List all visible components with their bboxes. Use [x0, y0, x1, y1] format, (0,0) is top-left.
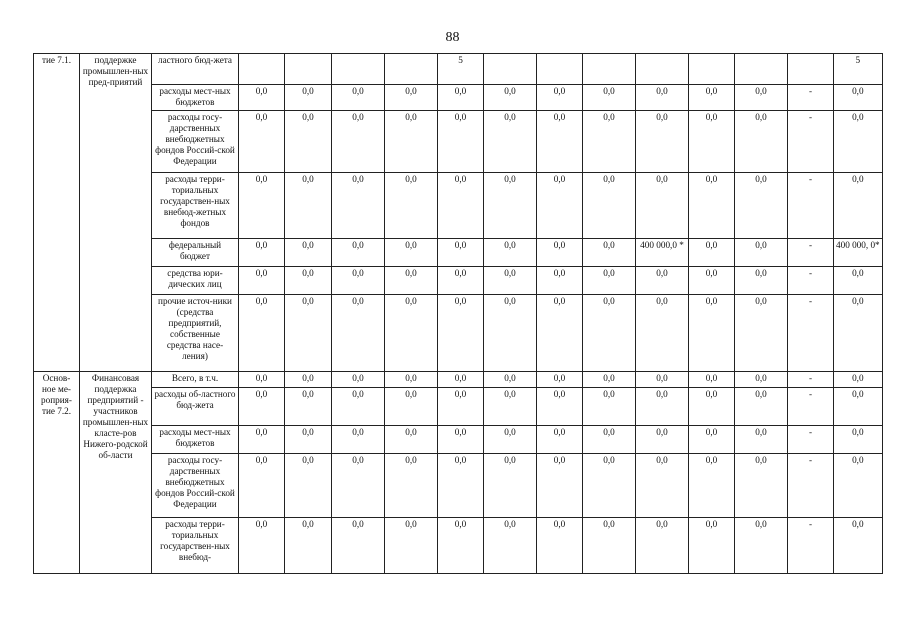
value-cell: 0,0 [735, 267, 788, 295]
value-cell: 0,0 [438, 267, 484, 295]
value-cell: 0,0 [484, 454, 537, 518]
page-number: 88 [445, 30, 460, 45]
value-cell [788, 54, 834, 85]
value-cell [484, 54, 537, 85]
funding-source-cell: расходы терри-ториальных государствен-ных внебюд- [152, 518, 239, 574]
value-cell: 0,0 [834, 426, 883, 454]
value-cell: 0,0 [636, 173, 689, 239]
value-cell: 0,0 [332, 295, 385, 372]
value-cell: 0,0 [583, 85, 636, 111]
value-cell: 0,0 [438, 426, 484, 454]
value-cell: - [788, 372, 834, 388]
value-cell: 0,0 [689, 111, 735, 173]
value-cell: 0,0 [834, 173, 883, 239]
value-cell: 0,0 [636, 518, 689, 574]
table-row [34, 388, 883, 426]
value-cell: - [788, 454, 834, 518]
value-cell: 0,0 [484, 239, 537, 267]
table-row [34, 85, 883, 111]
value-cell: 0,0 [285, 388, 332, 426]
table-row [34, 372, 883, 388]
measure-name-cell: Финансовая поддержка предприятий - участников промышлен-ных класте-ров Нижего-родской об-ласти [80, 372, 152, 574]
value-cell: - [788, 111, 834, 173]
value-cell [537, 54, 583, 85]
value-cell: 0,0 [239, 85, 285, 111]
value-cell: 0,0 [636, 388, 689, 426]
value-cell: 0,0 [537, 454, 583, 518]
value-cell: 0,0 [285, 111, 332, 173]
value-cell: 0,0 [537, 267, 583, 295]
value-cell: 0,0 [735, 454, 788, 518]
value-cell: - [788, 173, 834, 239]
value-cell: 0,0 [583, 111, 636, 173]
value-cell: 0,0 [834, 267, 883, 295]
value-cell: 0,0 [689, 85, 735, 111]
value-cell: 0,0 [239, 173, 285, 239]
value-cell: - [788, 239, 834, 267]
value-cell: 0,0 [385, 295, 438, 372]
funding-source-cell: прочие источ-ники (средства предприятий, собственные средства насе-ления) [152, 295, 239, 372]
funding-source-cell: расходы терри-ториальных государствен-ных внебюд-жетных фондов [152, 173, 239, 239]
budget-table [33, 53, 883, 574]
value-cell: 0,0 [385, 173, 438, 239]
value-cell: 0,0 [484, 295, 537, 372]
value-cell: 0,0 [332, 111, 385, 173]
value-cell: 0,0 [537, 518, 583, 574]
value-cell: 0,0 [239, 239, 285, 267]
value-cell: 0,0 [239, 426, 285, 454]
value-cell: 0,0 [332, 173, 385, 239]
value-cell: 0,0 [636, 111, 689, 173]
value-cell: 0,0 [735, 388, 788, 426]
value-cell: 0,0 [285, 295, 332, 372]
value-cell: 0,0 [332, 239, 385, 267]
value-cell: 0,0 [385, 372, 438, 388]
value-cell [636, 54, 689, 85]
table-row [34, 454, 883, 518]
value-cell: 0,0 [239, 388, 285, 426]
value-cell: 0,0 [332, 518, 385, 574]
value-cell: 0,0 [636, 295, 689, 372]
value-cell: 0,0 [385, 111, 438, 173]
value-cell: 0,0 [537, 372, 583, 388]
value-cell [689, 54, 735, 85]
value-cell: 0,0 [484, 518, 537, 574]
value-cell: 0,0 [636, 372, 689, 388]
value-cell [385, 54, 438, 85]
value-cell [239, 54, 285, 85]
funding-source-cell: расходы мест-ных бюджетов [152, 426, 239, 454]
value-cell: 0,0 [834, 388, 883, 426]
value-cell: 0,0 [537, 426, 583, 454]
value-cell: 0,0 [537, 173, 583, 239]
value-cell: 0,0 [689, 426, 735, 454]
value-cell: 0,0 [285, 372, 332, 388]
value-cell: 0,0 [583, 518, 636, 574]
value-cell: - [788, 295, 834, 372]
value-cell: 0,0 [385, 267, 438, 295]
value-cell: 400 000,0 * [636, 239, 689, 267]
measure-name-cell: поддержке промышлен-ных пред-приятий [80, 54, 152, 372]
table-row [34, 426, 883, 454]
value-cell: 0,0 [385, 85, 438, 111]
value-cell: 0,0 [834, 295, 883, 372]
value-cell: 0,0 [537, 111, 583, 173]
value-cell: 0,0 [735, 426, 788, 454]
value-cell: 5 [834, 54, 883, 85]
value-cell: 0,0 [735, 295, 788, 372]
table-row [34, 239, 883, 267]
table-row [34, 54, 883, 85]
value-cell: 400 000, 0* [834, 239, 883, 267]
value-cell: 0,0 [484, 267, 537, 295]
value-cell: 0,0 [438, 388, 484, 426]
value-cell: 0,0 [689, 239, 735, 267]
funding-source-cell: Всего, в т.ч. [152, 372, 239, 388]
value-cell [285, 54, 332, 85]
value-cell: 0,0 [689, 267, 735, 295]
value-cell: 0,0 [834, 518, 883, 574]
value-cell [332, 54, 385, 85]
funding-source-cell: федеральный бюджет [152, 239, 239, 267]
value-cell: 0,0 [583, 295, 636, 372]
value-cell: 0,0 [537, 388, 583, 426]
value-cell: 0,0 [438, 239, 484, 267]
funding-source-cell: средства юри-дических лиц [152, 267, 239, 295]
funding-source-cell: расходы госу-дарственных внебюджетных фондов Россий-ской Федерации [152, 454, 239, 518]
value-cell: 0,0 [689, 454, 735, 518]
value-cell: 0,0 [636, 426, 689, 454]
value-cell: - [788, 267, 834, 295]
value-cell: 0,0 [239, 518, 285, 574]
value-cell: 0,0 [438, 85, 484, 111]
value-cell: 0,0 [583, 267, 636, 295]
value-cell: 0,0 [239, 267, 285, 295]
value-cell: 0,0 [834, 111, 883, 173]
value-cell: 0,0 [735, 111, 788, 173]
value-cell: 0,0 [583, 173, 636, 239]
value-cell: 0,0 [438, 454, 484, 518]
value-cell: 0,0 [689, 295, 735, 372]
value-cell: 0,0 [385, 518, 438, 574]
value-cell [735, 54, 788, 85]
value-cell: 0,0 [484, 173, 537, 239]
value-cell: 0,0 [735, 372, 788, 388]
value-cell: 0,0 [735, 173, 788, 239]
value-cell: 0,0 [484, 388, 537, 426]
table-row [34, 267, 883, 295]
funding-source-cell: расходы госу-дарственных внебюджетных фондов Россий-ской Федерации [152, 111, 239, 173]
value-cell [583, 54, 636, 85]
value-cell: 0,0 [834, 454, 883, 518]
value-cell: 0,0 [484, 111, 537, 173]
value-cell: 0,0 [285, 239, 332, 267]
value-cell: 0,0 [385, 239, 438, 267]
value-cell: 0,0 [332, 388, 385, 426]
value-cell: 0,0 [636, 85, 689, 111]
table-row [34, 111, 883, 173]
value-cell: 0,0 [285, 454, 332, 518]
value-cell: 0,0 [285, 518, 332, 574]
value-cell: 0,0 [385, 388, 438, 426]
value-cell: 0,0 [689, 372, 735, 388]
value-cell: 0,0 [385, 454, 438, 518]
value-cell: 0,0 [385, 426, 438, 454]
value-cell: 0,0 [438, 372, 484, 388]
value-cell: 0,0 [332, 267, 385, 295]
value-cell: 0,0 [583, 426, 636, 454]
value-cell: 0,0 [636, 267, 689, 295]
value-cell: 0,0 [484, 372, 537, 388]
value-cell: 0,0 [239, 372, 285, 388]
value-cell: 0,0 [239, 295, 285, 372]
value-cell: 0,0 [285, 426, 332, 454]
value-cell: 0,0 [583, 239, 636, 267]
value-cell: 0,0 [583, 388, 636, 426]
value-cell: - [788, 388, 834, 426]
value-cell: 0,0 [834, 372, 883, 388]
value-cell: 0,0 [636, 454, 689, 518]
value-cell: 0,0 [438, 518, 484, 574]
table-row [34, 173, 883, 239]
value-cell: 0,0 [537, 85, 583, 111]
value-cell: 0,0 [332, 85, 385, 111]
value-cell: 0,0 [537, 295, 583, 372]
value-cell: 0,0 [735, 85, 788, 111]
value-cell: - [788, 85, 834, 111]
value-cell: 0,0 [332, 426, 385, 454]
value-cell: 0,0 [332, 372, 385, 388]
value-cell: 0,0 [285, 267, 332, 295]
value-cell: 0,0 [583, 372, 636, 388]
value-cell: 0,0 [239, 454, 285, 518]
table-row [34, 295, 883, 372]
value-cell: 0,0 [735, 239, 788, 267]
value-cell: 0,0 [689, 518, 735, 574]
value-cell: 0,0 [484, 85, 537, 111]
value-cell: 0,0 [484, 426, 537, 454]
value-cell: 0,0 [332, 454, 385, 518]
value-cell: 0,0 [689, 173, 735, 239]
value-cell: 0,0 [735, 518, 788, 574]
value-cell: 5 [438, 54, 484, 85]
measure-code-cell: Основ-ное ме-роприя-тие 7.2. [34, 372, 80, 574]
funding-source-cell: ластного бюд-жета [152, 54, 239, 85]
table-row [34, 518, 883, 574]
value-cell: 0,0 [438, 173, 484, 239]
value-cell: 0,0 [537, 239, 583, 267]
value-cell: - [788, 426, 834, 454]
funding-source-cell: расходы об-ластного бюд-жета [152, 388, 239, 426]
value-cell: 0,0 [689, 388, 735, 426]
value-cell: 0,0 [438, 111, 484, 173]
value-cell: 0,0 [583, 454, 636, 518]
value-cell: - [788, 518, 834, 574]
value-cell: 0,0 [438, 295, 484, 372]
funding-source-cell: расходы мест-ных бюджетов [152, 85, 239, 111]
measure-code-cell: тие 7.1. [34, 54, 80, 372]
value-cell: 0,0 [834, 85, 883, 111]
value-cell: 0,0 [285, 173, 332, 239]
value-cell: 0,0 [285, 85, 332, 111]
value-cell: 0,0 [239, 111, 285, 173]
